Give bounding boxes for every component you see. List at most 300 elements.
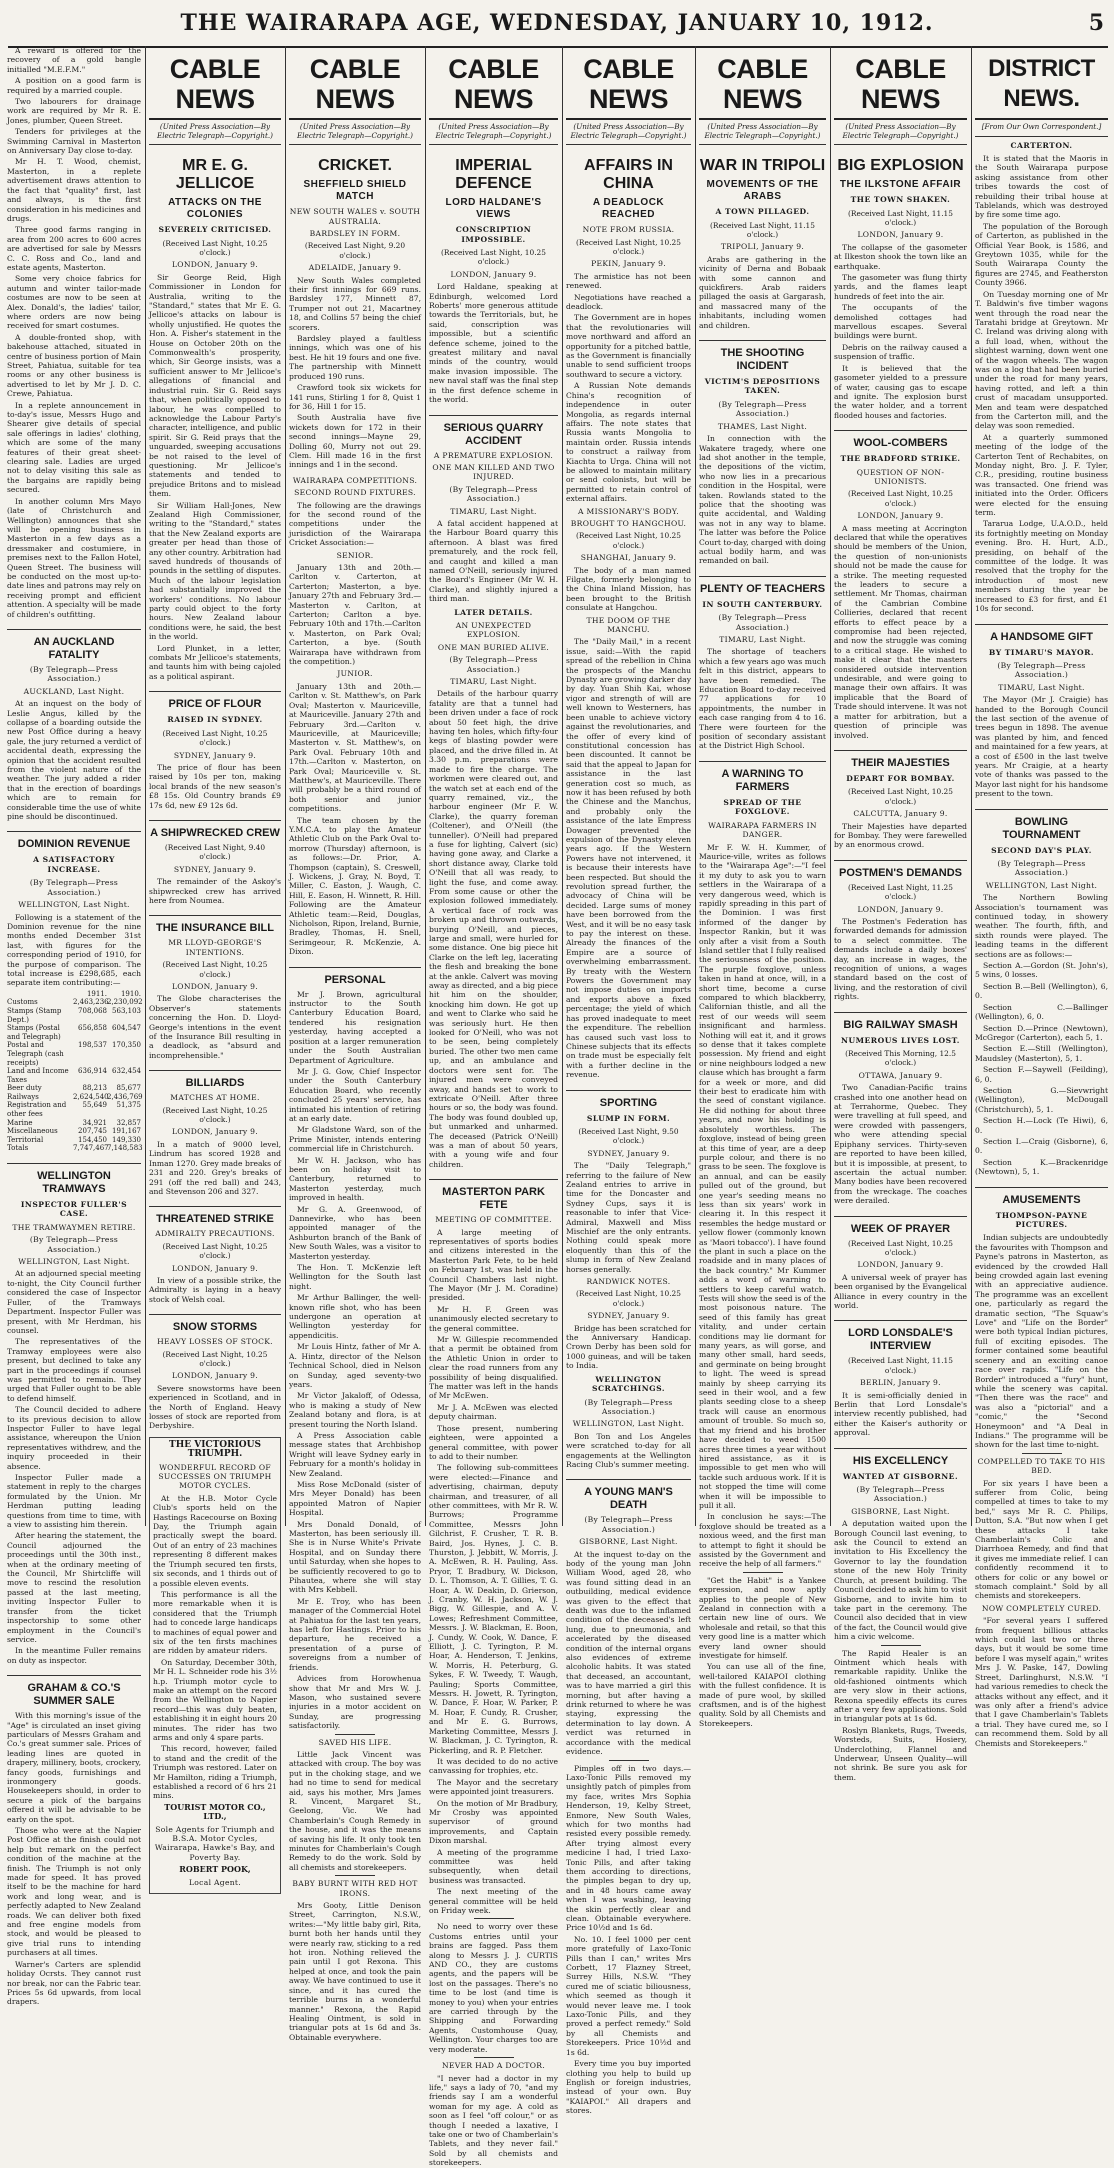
subheadline: MR LLOYD-GEORGE'S INTENTIONS. (168, 938, 262, 957)
table-cell-value: 55,649 (82, 1101, 107, 1110)
dateline: ADELAIDE, January 9. (308, 263, 402, 273)
article-body: A universal week of prayer has been organised by the Evangelical Alliance in every country in the world. (834, 1272, 967, 1310)
article-body: The Postmen's Federation has forwarded demands for admission to a select committee. The demands include a daily boxes' day, an increase in wages, the recognition of unions, a wages standard based on the cost of living, and the restoration of civil rights. (834, 916, 967, 1002)
advertisement-text: No need to worry over these Customs entries until your brains are fagged. Pass them along to Messrs J. J. CURTIS AND CO., they are customs agents, and the papers will be lost on the passages. There's no time to be lost (and time is money to you) when your entries are carried through by the Shipping and Forwarding Agents, Customhouse Quay, Wellington. Your charges too are very moderate. (429, 1922, 558, 2054)
subheadline: ONE MAN BURIED ALIVE. (437, 642, 550, 652)
table-cell-label: Land and Income Taxes (7, 1067, 69, 1084)
article-body: January 13th and 20th.—Carlton v. Carterton, at Carterton; Masterton, a bye. January 27th and February 3rd.—Masterton v. Carlton, at Carterton; Carlton a bye. February 10th and 17th.—Carlton v. Masterton, on Park Oval; Carterton, a bye. (South Wairarapa have withdrawn from the competition.) (289, 563, 421, 667)
article-body: In view of a possible strike, the Admiralty is laying in a heavy stock of Welsh coal. (149, 1275, 281, 1304)
cable-news-header: CABLE NEWS (699, 46, 826, 120)
divider (743, 1572, 783, 1573)
headline-affairs-in-china: AFFAIRS IN CHINA (584, 157, 673, 193)
article-body: After hearing the statement, the Council adjourned the proceedings until the 30th inst., when at the ordinary meeting of the Council, Mr Shirtcliffe will move to rescind the resolution passed at the last meeting, inviting Inspector Fuller to transfer from the ticket inspectorship to some other employment in the Council's service. (7, 1531, 141, 1644)
subheadline: NOTE FROM RUSSIA. (582, 225, 675, 235)
table-row (7, 1007, 141, 1024)
article-body: A fatal accident happened at the Harbour Board quarry this afternoon. A blast was fired prematurely, and the rock fell, and caught and killed a man named O'Neill, seriously injured the Board's Engineer (Mr W. H. Clarke), and slightly injured a third man. (429, 518, 558, 604)
table-cell-value: 207,745 (78, 1127, 107, 1136)
subheadline: A DEADLOCK REACHED (592, 197, 665, 221)
subheadline: AN UNEXPECTED EXPLOSION. (455, 621, 532, 640)
table-row (7, 1024, 141, 1041)
dateline: SYDNEY, January 9. (173, 864, 257, 874)
table-cell-label: Stamps (Stamp Dept.) (7, 1006, 62, 1024)
received-time: (Received Last Night, 11.25 o'clock.) (848, 882, 953, 902)
column-8 (971, 46, 1111, 1748)
dateline: THAMES, Last Night. (717, 421, 808, 431)
article-body: Mr J. Brown, agricultural instructor to the South Canterbury Education Board, tendered his resignation yesterday, having accepted a position at a larger remuneration under the South Australian Department of Agriculture. (289, 989, 421, 1065)
subheadline: SAVED HIS LIFE. (318, 1737, 392, 1747)
year-header: 1911. (86, 989, 107, 998)
article-body: Bardsley played a faultless innings, which was one of his best. He hit 19 fours and one five. The partnership with Minnett produced 190 runs. (289, 334, 421, 381)
table-row (7, 1067, 141, 1084)
article-body: The armistice has not been renewed. (566, 271, 691, 291)
column-6 (695, 46, 829, 1728)
table-cell-value: 656,858 (78, 1024, 107, 1033)
table-cell-label: Beer duty (7, 1084, 42, 1093)
article-body: Miss Rose McDonald (sister of Mrs Meyer Donald) has been appointed Matron of Napier Hospital. (289, 1479, 421, 1518)
headline-price-of-flour: PRICE OF FLOUR (149, 691, 281, 711)
article-body: Indian subjects are undoubtedly the favourites with Thompson and Payne's patrons in Masterton, as evidenced by the crowded Hall being crowded again last evening with an appreciative audience. The programme was an excellent one, particularly as regard the dramatic section, "The Squaw's Love" and "Life on the Border" were both typical Indian pictures, full of exciting episodes. The former contained some beautiful scenery and an exciting canoe race over rapids. "Life on the Border" introduced a "fury" hunt, while the scenery was capital. "Then there was the race" and was also a "pictorial" and a "comic," the "Second Honeymoon" and "A Deal in Indians." The programme will be shown for the last time to-night. (975, 1233, 1108, 1450)
received-time: (Received Last Night, 10.25 o'clock.) (848, 489, 953, 508)
table-cell-value: 632,454 (112, 1067, 141, 1076)
table-row (7, 1119, 141, 1128)
divider (881, 1645, 921, 1646)
received-time: (Received Last Night, 10.25 o'clock.) (162, 728, 268, 748)
byline-telegraph: (By Telegraph—Press Association.) (856, 1485, 945, 1504)
brief-item: Three good farms ranging in area from 200 acres to 600 acres are advertised for sale by Messrs C. C. Ross and Co., land and estate agents, Masterton. (7, 225, 141, 272)
article-body: In a match of 9000 level, Lindrum has scored 1928 and Inman 1270. Grey made breaks of 231 and 220. Grey's breaks of 291 (off the red ball) and 243, and Stevenson 206 and 327. (149, 1139, 281, 1196)
table-cell-value: 51,375 (116, 1101, 141, 1110)
article-body: A Press Association cable message states that Archbishop Wright will leave Sydney early in February for a month's holiday in New Zealand. (289, 1430, 421, 1478)
received-time: (Received Last Night, 9.20 o'clock.) (304, 241, 406, 260)
dateline: LONDON, January 9. (857, 1260, 944, 1270)
headline-personal: PERSONAL (289, 967, 421, 987)
article-body: The population of the Borough of Carterton, as published in the Official Year Book, is 1586, and Greytown 1035, while for the South Wairarapa County the figures are 2745, and Featherston County 3966. (975, 221, 1108, 288)
subheadline: DEPART FOR BOMBAY. (846, 773, 955, 783)
table-cell-label: Stamps (Postal and Telegraph) (7, 1024, 61, 1041)
received-time: (Received Last Night, 10.25 o'clock.) (162, 1105, 268, 1125)
article-body: The team chosen by the Y.M.C.A. to play the Amateur Athletic Club on the Park Oval to-morrow (Thursday) afternoon, is as follows:—Dr. Prior, A. Thompson (captain), S. Creswell, J. Wickens, J. Gray, N. Boyd, T. Miller, C. Easton, J. Waugh, C. Hill, E. Eason, H. Winnett, R. Hill. Following are the Amateur Athletic team:—Reid, Douglas, Nicholson, Ripon, Ireland, Burnie, Bradley, Thomas, H. Snell, Serimgeour, R. McKenzie, A. Dixon. (289, 815, 421, 957)
revenue-table (7, 990, 141, 1153)
brief-item: A position on a good farm is required by a married couple. (7, 76, 141, 95)
press-credit: (United Press Association—By Electric Telegraph—Copyright.) (289, 123, 421, 145)
article-body: In conclusion he says:—The foxglove should be treated as a noxious weed, and the first man to attempt to fight it should be assisted by the Government and receive the help of all farmers." (699, 1512, 826, 1569)
correspondent-credit: [From Our Own Correspondent.] (975, 123, 1108, 137)
subheadline: IN SOUTH CANTERBURY. (702, 599, 823, 609)
table-row (7, 1041, 141, 1067)
headline-railway-smash: BIG RAILWAY SMASH (834, 1012, 967, 1032)
received-time: (Received Last Night, 11.15 o'clock.) (848, 1356, 953, 1375)
cable-news-header: CABLE NEWS (429, 46, 558, 120)
article-body: Mr E. Troy, who has been manager of the Commercial Hotel at Pahiatua for the last ten years, has left for Hastings. Prior to his departure, he received a presentation of a purse of sovereigns from a number of friends. (289, 1596, 421, 1672)
article-body: Inspector Fuller made a statement in reply to the charges formulated by the Union. Mr Herdman putting leading questions from time to time, with a view to assisting him therein. (7, 1473, 141, 1530)
byline-telegraph: (By Telegraph—Press Association.) (584, 1397, 673, 1416)
table-cell-value: 154,450 (78, 1135, 107, 1144)
article-body: A deputation waited upon the Borough Council last evening, to ask the Council to extend an invitation to His Excellency the Governor to lay the foundation stone of the new Holy Trinity Church, at present building. The Council decided to ask him to visit Gisborne, and to invite him to take part in the ceremony. The Council also decided that in view of the fact, the Council would give him a civic welcome. (834, 1519, 967, 1642)
dateline: LONDON, January 9. (857, 230, 944, 240)
subheadline: WANTED AT GISBORNE. (842, 1471, 959, 1481)
received-time: (Received This Morning, 12.5 o'clock.) (845, 1049, 956, 1068)
table-cell-value: 2,230,092 (107, 998, 143, 1007)
subheadline: THE TOWN SHAKEN. (850, 195, 951, 205)
table-row (7, 1136, 141, 1145)
headline-warning-to-farmers: A WARNING TO FARMERS (699, 761, 826, 794)
dateline: WELLINGTON, Last Night. (985, 880, 1098, 890)
dateline: LONDON, January 9. (450, 269, 537, 279)
subheadline: QUESTION OF NON-UNIONISTS. (856, 467, 945, 486)
dateline: LONDON, January 9. (171, 260, 259, 270)
brief-item: A reward is offered for the recovery of a gold bangle initialled "M.E.F.M." (7, 46, 141, 74)
table-cell-label: Postal and Telegraph (cash receipts) (7, 1041, 64, 1067)
advertisement-text: You can use all of the fine, well-tailored KAIAPOI clothing with the fullest confidence. It is made of pure wool, by skilled craftsmen, and is of the highest quality. Sold by all Chemists and Storekeepers. (699, 1662, 826, 1728)
table-cell-label: Railways (7, 1092, 39, 1101)
press-credit: (United Press Association—By Electric Telegraph—Copyright.) (429, 123, 558, 145)
article-body: The occupants of the demolished cottages had marvellous escapes. Several buildings were burnt. (834, 303, 967, 341)
subheadline: MOVEMENTS OF THE ARABS (706, 179, 819, 203)
table-cell-value: 88,213 (82, 1084, 107, 1093)
dateline: TIMARU, Last Night. (450, 506, 537, 516)
column-1 (4, 46, 144, 2007)
article-body: It is believed that the gasometer yielded to a pressure of water, causing gas to escape and ignite. The explosion burst the water holder, and a torrent flooded houses and factories. (834, 363, 967, 420)
received-time: (Received Last Night, 10.25 o'clock.) (162, 1349, 268, 1368)
article-body: Mr Arthur Ballinger, the well-known rifle shot, who has been undergone an operation at Wellington yesterday for appendicitis. (289, 1293, 421, 1340)
subheadline: BY TIMARU'S MAYOR. (988, 647, 1095, 657)
cable-news-header: CABLE NEWS (566, 46, 691, 120)
headline-shipwrecked-crew: A SHIPWRECKED CREW (149, 820, 281, 840)
headline-wool-combers: WOOL-COMBERS (834, 430, 967, 450)
dateline: GISBORNE, Last Night. (851, 1506, 950, 1516)
received-time: (Received Last Night, 9.50 o'clock.) (578, 1126, 679, 1146)
divider (335, 1734, 375, 1735)
brief-item: Mr H. T. Wood, chemist, Masterton, in a replete advertisement draws attention to the fact that "quality" first, last and always, is the first consideration in his medicines and drugs. (7, 157, 141, 223)
advertisement-text: Roslyn Blankets, Rugs, Tweeds, Worsteds, Suits, Hosiery, Underclothing, Flannel and Underwear, Unseen Quality—will not shrink. Be sure you ask for them. (834, 1725, 967, 1782)
article-body: Mr Louis Hintz, father of Mr A. A. Hintz, director of the Nelson Technical School, died in Nelson on Sunday, aged seventy-two years. (289, 1342, 421, 1389)
list-item: Section F.—Saywell (Feilding), 6, 0. (975, 1065, 1108, 1084)
subheadline: RAISED IN SYDNEY. (167, 715, 263, 725)
article-body: The next meeting of the general committee will be held on Friday week. (429, 1887, 558, 1915)
article-body: Lord Plunket, in a letter, combats Mr Jellicoe's statements, and taunts him with being cajoled as a political aspirant. (149, 643, 281, 681)
subheadline: ATTACKS ON THE COLONIES (168, 197, 262, 221)
table-cell-label: Totals (7, 1144, 29, 1153)
headline-their-majesties: THEIR MAJESTIES (834, 750, 967, 770)
article-body: Those present, numbering eighteen, were appointed a general committee, with power to add to their number. (429, 1423, 558, 1461)
column-3 (285, 46, 424, 2042)
received-time: (Received Last Night, 11.15 o'clock.) (848, 208, 953, 227)
list-item: Section D.—Prince (Newtown), McGregor (Carterton), each 5, 1. (975, 1023, 1108, 1042)
byline-telegraph: (By Telegraph—Press Association.) (449, 484, 538, 504)
received-time: (Received Last Night, 10.25 o'clock.) (162, 1241, 268, 1261)
headline-park-fete: MASTERTON PARK FETE (429, 1179, 558, 1212)
brief-item: Some very choice fabrics for autumn and winter tailor-made costumes are now to be seen at Alex. Donald's, the ladies' tailor, where orders are now being received for smart costumes. (7, 274, 141, 331)
table-cell-label: Miscellaneous (7, 1127, 58, 1136)
dateline: LONDON, January 9. (171, 1127, 259, 1137)
cable-news-header: CABLE NEWS (834, 46, 967, 120)
article-body: A mass meeting at Accrington declared that while the operatives should be members of the Union, the question of non-unionists should not be made the cause for a strike. The meeting requested the leaders to secure a settlement. Mr Thomas, chairman of the Cambrian Combine Collieries, declared that recent efforts to effect peace by a compromise had been rejected, and now the struggle was coming to a critical stage. He wished to make it clear that the masters considered outside intervention undesirable, and were going to manage their own affairs. It was implicable that the Board of Trade should intervene. It was not a matter for arbitration, but a question of principle was involved. (834, 523, 967, 740)
article-body: At the inquest to-day on the body of the young man John William Wood, aged 28, who was found sitting dead in an outbuilding, medical evidence was given to the effect that death was due to the inflamed condition of the deceased's left lung, due to pneumonia, and accelerated by the diseased condition of the internal organs also evidences of extreme alcoholic habits. It was stated that deceased, an accountant, was to have married a girl this morning, but after having a drink returned to where he was staying, expressing the determination to lay down. A verdict was returned in accordance with the medical evidence. (566, 1549, 691, 1757)
column-7 (830, 46, 970, 1782)
subheadline: SPREAD OF THE FOXGLOVE. (723, 797, 802, 817)
press-credit: (United Press Association—By Electric Telegraph—Copyright.) (834, 123, 967, 145)
article-body: Crawford took six wickets for 141 runs, Stirling 1 for 8, Quist 1 for 36, Hill 1 for 15. (289, 383, 421, 411)
divider (1022, 1453, 1062, 1454)
table-row (7, 998, 141, 1007)
divider (474, 1918, 514, 1919)
article-body: Mrs Donald Donald, of Masterton, has been seriously ill. She is in Nurse White's Private Hospital, and on Sunday there until Saturday, when she hopes to be sufficiently recovered to go to Pihautea, where she will stay with Mrs Kebbell. (289, 1519, 421, 1595)
subheadline: SECOND ROUND FIXTURES. (294, 488, 416, 498)
article-body: The Northern Bowling Association's tournament was continued today, in showery weather. The fourth, fifth, and sixth rounds were played. The leading teams in the different sections are as follows:— (975, 893, 1108, 959)
subheadline: INSPECTOR FULLER'S CASE. (20, 1200, 128, 1219)
subheadline: CARTERTON. (1010, 140, 1073, 150)
headline-lonsdale-interview: LORD LONSDALE'S INTERVIEW (834, 1320, 967, 1353)
press-credit: (United Press Association—By Electric Telegraph—Copyright.) (699, 123, 826, 145)
year-header: 1910. (120, 989, 141, 998)
brief-item: Two labourers for drainage work are required by Mr R. E. Jones, plumber, Queen Street. (7, 97, 141, 125)
article-body: It is semi-officially denied in Berlin that Lord Lonsdale's interview recently published, had either the Kaiser's authority or approval. (834, 1390, 967, 1438)
dateline: LONDON, January 9. (857, 904, 944, 914)
headline-week-of-prayer: WEEK OF PRAYER (834, 1216, 967, 1236)
article-body: The remainder of the Askoy's shipwrecked crew has arrived here from Noumea. (149, 877, 281, 905)
article-body: The following sub-committees were elected:—Finance and advertising, chairman, deputy chairman, and treasurer, of all other committees, with Mr R. W. Burrows; Programme Committee, Messrs John Gilchrist, F. Crusher, T. R. B. Baird, Jos. Hynes, J. C. B. Thurston, J. Jebbitt, W. Morris, J. A. McEwen, R. H. Pauling, Ass. Pryor, T. Bradbury, W. Dickson, D. L. Thomson, A. T. Gillies, T. G. Hoar, A. W. Deakin, D. Grierson, J. Cranby, W. H. Jackson, W. J. Bigg, W. Gillespie, and A. V. Lowes; Refreshment Committee, Messrs. J. W. Blackman, E. Boon, J. Cundy, W. Cook, W. Dance, F. Elliott, J. C. Tyrington, P. M. Hoar, A. Henderson, T. Jenkins, W. Morris, H. Peterburg, G. Sykes, F. W. Tweedy, T. Waugh, Pauling; Sports Committee, Messrs. H. Jowett, R. Tyrington, W. Dance, F. Hoar, W. Parker, P. M. Hoar, F. Cundy, R. Crusher, and Mr E. G. Burrows, Marketing Committee, Messrs J. W. Blackman, J. C. Tyrington, R. Pickerling, and R. P. Fletcher. (429, 1463, 558, 1755)
subheadline: WAIRARAPA COMPETITIONS. (292, 475, 418, 485)
subheadline: A SATISFACTORY INCREASE. (33, 855, 115, 874)
headline-postmens-demands: POSTMEN'S DEMANDS (834, 860, 967, 880)
received-time: (Received Last Night, 10.25 o'clock.) (576, 1289, 681, 1308)
article-body: The Mayor and the secretary were appointed joint treasurers. (429, 1777, 558, 1797)
headline-imperial-defence: IMPERIAL DEFENCE (455, 157, 532, 193)
article-body: "I never had a doctor in my life," says a lady of 70, "and my friends say I am a wonderful woman for my age. A cold as soon as I feel "off colour," or as though I needed a laxative, I take one or two of Chamberlain's Tablets, and they never fail." Sold by all chemists and storekeepers. (429, 2073, 558, 2168)
dateline: TRIPOLI, January 9. (720, 242, 805, 252)
received-time: (Received Last Night, 10.25 o'clock.) (848, 1238, 953, 1257)
list-item: Section K.—Brackenridge (Newtown), 5, 1. (975, 1157, 1108, 1177)
press-credit: (United Press Association—By Electric Telegraph—Copyright.) (566, 123, 691, 145)
headline-wellington-tramways: WELLINGTON TRAMWAYS (7, 1163, 141, 1196)
article-body: Bridge has been scratched for the Anniversary Handicap. Crown Derby has been sold for 1000 guineas, and will be taken to India. (566, 1323, 691, 1371)
subheadline: BABY BURNT WITH RED HOT IRONS. (292, 1879, 418, 1898)
list-item: Section E.—Still (Wellington), Maudsley (Masterton), 5, 1. (975, 1044, 1108, 1063)
subheadline: A TOWN PILLAGED. (715, 207, 810, 217)
table-cell-value: 191,167 (112, 1127, 141, 1136)
subheadline: LORD HALDANE'S VIEWS (445, 197, 542, 221)
masthead-title: THE WAIRARAPA AGE, WEDNESDAY, JANUARY 10, 1912. (180, 10, 934, 36)
byline-telegraph: (By Telegraph—Press Association.) (584, 1515, 673, 1534)
article-body: Tararua Lodge, U.A.O.D., held its fortnightly meeting on Monday evening. Bro. H. Hurt, A.D., presiding, on behalf of the committee of the lodge. It was resolved that the trophy for the introduction of most new members during the year be increased to £3 for first, and £1 10s for second. (975, 519, 1108, 614)
subheadline: NEVER HAD A DOCTOR. (441, 2061, 546, 2071)
article-body: The Council decided to adhere to its previous decision to allow Inspector Fuller to have legal assistance, whereupon the Union representatives withdrew, and the inquiry proceeded in their absence. (7, 1405, 141, 1471)
subheadline: HEAVY LOSSES OF STOCK. (157, 1337, 273, 1347)
table-cell-value: 7,747,467 (73, 1144, 109, 1153)
article-body: Two Canadian-Pacific trains crashed into one another head on at Terrahorme, Quebec. They were travelling at full speed, and were crowded with passengers, who were attending special Epiphany services. Thirty-seven are reported to have been killed, but it is impossible, at present, to ascertain the actual number. Many bodies have been recovered from the wreckage. The coaches were derailed. (834, 1083, 967, 1206)
article-body: Sir George Reid, High Commissioner in London for Australia, writing to the "Standard," states that Mr E. G. Jellicoe's attacks on labour is wholly unjustified. He quotes the Hon. A. Fisher's statement in the House on October 20th on the Commonwealth's prosperity, which, Sir George insists, was a sufficient answer to Mr Jellicoe's allegations of financial and industrial ruin. Sir G. Reid says that, when politically opposed to labour, he was compelled to acknowledge the Labour Party's character, intelligence, and public spirit. Sir G. Reid prays that the unguarded, sweeping accusations be not raised to the level of questioning. Mr Jellicoe's statements and tended to prejudice Britons and to mislead them. (149, 272, 281, 499)
article-body: A Russian Note demands China's recognition of independence in outer Mongolia, as regards internal affairs. The note states that Russia wants Mongolia to maintain order. Russia intends to construct a railway from Kiachta to Urga. China will not be allowed to maintain military or send colonists, but will be permitted to retain control of external affairs. (566, 381, 691, 504)
list-item: Section C.—Ballinger (Wellington), 6, 0. (975, 1002, 1108, 1022)
dateline: SYDNEY, January 9. (587, 1148, 670, 1158)
article-body: Mr W. H. Jackson, who has been on holiday visit to Canterbury, returned to Masterton yesterday, much improved in health. (289, 1155, 421, 1203)
headline-auckland-fatality: AN AUCKLAND FATALITY (7, 629, 141, 662)
ad-company: TOURIST MOTOR CO., LTD., (164, 1801, 266, 1822)
article-body: A meeting of the programme committee was held subsequently, when detail business was transacted. (429, 1847, 558, 1885)
article-body: On Tuesday morning one of Mr T. Baldwin's five timber wagons went through the road near the Taratahi bridge at Greytown. Mr C. Ireland was driving along with a full load, when, without the slightest warning, down went one of the wagon wheels. The wagon was on a log that had been buried under the road for many years, having rotted, and left a thin crust of macadam unsupported. Men and team were despatched from the Carterton mill, and the delay was soon remedied. (975, 289, 1108, 431)
article-body: The following are the drawings for the second round of the competitions under the jurisdiction of the Wairarapa Cricket Association:— (289, 500, 421, 548)
headline-threatened-strike: THREATENED STRIKE (149, 1206, 281, 1226)
table-cell-value: 2,624,540 (73, 1092, 109, 1101)
article-body: Mr H. F. Green was unanimously elected secretary to the general committee. (429, 1304, 558, 1333)
dateline: AUCKLAND, Last Night. (23, 686, 125, 696)
list-item: Section H.—Lock (Te Hiwi), 6, 0. (975, 1116, 1108, 1135)
subheadline: SENIOR. (336, 550, 374, 560)
advertisement-text: For six years I have been a sufferer from Colic, being compelled at times to take to my bed," says Mr R. C. Philips, Dutton, S.A. "But now when I get these attacks I take Chamberlain's Colic and Diarrhoea Remedy, and find that it gives me immediate relief. I can confidently recommend it to others for colic or any bowel or stomach complaint." Sold by all chemists and storekeepers. (975, 1478, 1108, 1601)
advertisement-triumph (149, 1437, 281, 1894)
subheadline: SEVERELY CRITICISED. (158, 225, 272, 235)
dateline: WELLINGTON, Last Night. (18, 900, 130, 910)
headline-jellicoe: MR E. G. JELLICOE (175, 157, 255, 193)
article-body: The Hon. T. McKenzie left Wellington for the South last night. (289, 1263, 421, 1291)
column-4 (425, 46, 561, 2168)
article-body: It was decided to do no active canvassing for trophies, etc. (429, 1756, 558, 1776)
headline-amusements: AMUSEMENTS (975, 1187, 1108, 1207)
article-body: January 13th and 20th.—Carlton v. St. Matthew's, on Park Oval; Masterton v. Mauriceville, at Mauriceville. January 27th and February 3rd.—Carlton v. Mauriceville, at Mauriceville; Masterton v. St. Matthew's, on Park Oval. February 10th and 17th.—Carlton v. Masterton, on Park Oval; Mauriceville v. St. Matthew's, at Mauriceville. There will probably be a third round of both senior and junior competitions. (289, 681, 421, 814)
article-body: New South Wales completed their first innings for 669 runs. Bardsley 177, Minnett 87, Trumper not out 21, Macartney 18, and Collins 57 being the chief scorers. (289, 275, 421, 332)
subheadline: VICTIM'S DEPOSITIONS TAKEN. (704, 377, 821, 396)
subheadline: NEW SOUTH WALES v. SOUTH AUSTRALIA. (289, 207, 421, 226)
ad-signature: ROBERT POOK, (179, 1864, 251, 1875)
subheadline: THE ILKSTONE AFFAIR (839, 179, 962, 191)
list-item: Section A.—Gordon (St. John's), 5 wins, 0 losses. (975, 961, 1108, 980)
table-cell-value: 563,103 (112, 1006, 141, 1015)
byline-telegraph: (By Telegraph—Press Association.) (997, 660, 1086, 680)
article-body: Sir William Hall-Jones, New Zealand High Commissioner, writing to the "Standard," states that the New Zealand exports are greater per head than those of any other country. Arbitration had saved hundreds of thousands of pounds in the settling of disputes. Much of the labour legislation had substantially improved the workers' conditions. No labour party could object to the forty hours. New Zealand labour conditions were, he said, the best in the world. (149, 500, 281, 642)
ad-body: This performance is all the more remarkable when it is considered that the Triumph had to concede large handicaps to machines of equal power and six of the ten firsts machines are ridden by amateur riders. (153, 1589, 277, 1656)
column-5 (562, 46, 694, 2116)
article-body: Little Jack Vincent was attacked with croup. The boy was put in the choking stage, and we had no time to send for medical aid, says his mother, Mrs James R. Vincent, Margaret St., Geelong, Vic. We had Chamberlain's Cough Remedy in the house, and it was the means of saving his life. It only took ten minutes for Chamberlain's Cough Remedy to do the work. Sold by all chemists and storekeepers. (289, 1749, 421, 1872)
table-cell-value: 149,330 (112, 1135, 141, 1144)
divider (609, 1760, 649, 1761)
article-body: Mr G. A. Greenwood, of Dannevirke, who has been appointed manager of the Ashburton branch of the Bank of New South Wales, was a visitor to Masterton yesterday. (289, 1204, 421, 1261)
district-news-header: DISTRICT NEWS. (975, 46, 1108, 120)
subheadline: WELLINGTON SCRATCHINGS. (591, 1374, 666, 1394)
article-body: The gasometer was flung thirty yards, and the flames leapt hundreds of feet into the air. (834, 273, 967, 301)
article-body: At an inquest on the body of Leslie Angus, killed by the collapse of a boarding outside the new Post Office during a heavy gale, the jury returned a verdict of accidental death, expressing the opinion that the accident resulted from the violent nature of the weather. The jury added a rider that in the erection of boardings which are to remain for considerable time the use of white pine should be discontinued. (7, 699, 141, 822)
brief-item: In another column Mrs Mayo (late of Christchurch and Wellington) announces that she will be opening business in Masterton in a few days as a dressmaker and costumiere, in premises next to the Fallon Hotel, Queen Street. The business will be conducted on the most up-to-date lines and patrons may rely on receiving prompt and efficient attention. A specialty will be made of children's outfitting. (7, 496, 141, 619)
dateline: SYDNEY, January 9. (173, 750, 257, 760)
headline-cricket: CRICKET. (318, 157, 392, 175)
article-body: In the meantime Fuller remains on duty as inspector. (7, 1646, 141, 1665)
article-body: Mr F. W. H. Kummer, of Maurice-ville, writes as follows to the "Wairarapa Age":—"I feel it my duty to ask you to warn settlers in the Wairarapa of a very dangerous weed, which is rapidly spreading in this part of the Dominion. I was first informed of the danger by Inspector Rankin, but it was only after a visit from a South Island settler that I fully realised the seriousness of the position. The purple foxglove, unless taken in hand at once, will, in a short time, become a curse compared to which blackberry, Californian thistle, and all the rest of our weeds will seem insignificant and harmless. Nothing will eat it, and it grows so dense that it takes complete possession. My friend and eight or nine neighbours lodged a new clause which has brought a farm for a week or more, and did their best to eradicate him with the seed of constant vigilance. He did nothing for about three years, and now his holding is absolutely worthless. The foxglove, instead of being green at this time of year, are a deep purple colour, and there is no grass to be seen. The foxglove is an annual, and can be easily pulled out of the ground, but one year's seeding means no less than six years' work in clearing it. In this respect it resembles the hedge mustard or yellow flower (commonly known as 'Maori tobacco'). I have found the plant in such a place on the roadside and in many places of the back country." Mr Kummer adds a word of warning to settlers to keep careful watch. Tests will show the seed is of the most poisonous nature. The seed of this family has great vitality, and under certain conditions may lie dormant for many years, as will gorse, and many other small, hard seeds, and germinate on being brought to light. The weed is spread mainly by sheep carrying its seed in their wool, and a few plants seeding close to a sheep track will cause an enormous amount of trouble. So much so, that my friend and his brother have decided to weed 1500 acres three times a year without hired assistance, as it is impossible to get men who will tackle such arduous work. If it is not stopped the time will come when it will be impossible to pull it all. (699, 842, 826, 1510)
byline-telegraph: (By Telegraph—Press Association.) (718, 613, 807, 632)
subheadline: SHEFFIELD SHIELD MATCH (303, 179, 407, 203)
headline-insurance-bill: THE INSURANCE BILL (149, 915, 281, 935)
dateline: LONDON, January 9. (171, 1371, 259, 1381)
article-body: The Government are in hopes that the revolutionaries will move northward and afford an opportunity for a pitched battle, as the Government is financially unable to send sufficient troops southward to secure a victory. (566, 313, 691, 379)
article-body: Advices from Horowhenua show that Mr and Mrs W. J. Mason, who sustained severe injuries in a motor accident on Sunday, are progressing satisfactorily. (289, 1674, 421, 1731)
ad-title: THE VICTORIOUS TRIUMPH. (169, 1439, 261, 1460)
article-body: The body of a man named Filgate, formerly belonging to the China Inland Mission, has been brought to the British consulate at Hangchou. (566, 565, 691, 613)
byline-telegraph: (By Telegraph—Press Association.) (997, 859, 1086, 878)
byline-telegraph: (By Telegraph—Press Association.) (29, 664, 119, 684)
column-2 (145, 46, 284, 1887)
subheadline: A PREMATURE EXPLOSION. (433, 450, 554, 460)
article-body: Mr J. G. Gow, Chief Inspector under the South Canterbury Education Board, who recently concluded 25 years' service, has intimated his intention of retiring at an early date. (289, 1066, 421, 1123)
article-body: The shortage of teachers which a few years ago was much felt in this district, appears to have been remedied. The Education Board to-day received 77 applications for 10 appointments, the number in each case ranging from 4 to 16. There were fourteen for the position of secondary assistant at the District High School. (699, 647, 826, 751)
article-body: The price of flour has been raised by 10s per ton, making local brands of the new season's £8 15s. Old Country brands £9 17s 6d, new £9 12s 6d. (149, 762, 281, 810)
press-credit: (United Press Association—By Electric Telegraph—Copyright.) (149, 123, 281, 145)
subheadline: THE TRAMWAYMEN RETIRE. (12, 1222, 136, 1232)
dateline: TIMARU, Last Night. (450, 677, 537, 687)
byline-telegraph: (By Telegraph—Press Association.) (29, 1235, 119, 1254)
article-body: Bon Ton and Los Angeles were scratched to-day for all engagements at the Wellington Racing Club's summer meeting. (566, 1431, 691, 1469)
dateline: LONDON, January 9. (857, 511, 944, 521)
table-cell-value: 2,463,236 (73, 998, 109, 1007)
article-body: Their Majesties have departed for Bombay. They were farewelled by an enormous crowd. (834, 821, 967, 850)
dateline: WELLINGTON, Last Night. (572, 1419, 685, 1429)
table-row (7, 1084, 141, 1093)
article-body: A large meeting of representatives of sports bodies and citizens interested in the Masterton Park Fete, to be held on February 1st, was held in the Council Chambers last night. The Mayor (Mr J. M. Coradine) presided. (429, 1227, 558, 1303)
article-body: The Mayor (Mr J. Craigie) has handed to the Borough Council the last section of the avenue of trees begun in 1898. The avenue was planted by him, and fenced and maintained for a few years, at a cost of £500 in the last twelve years. Mr Craigie, at a hearty vote of thanks was passed to the Mayor last night for his handsome present to the town. (975, 695, 1108, 799)
article-body: Details of the harbour quarry fatality are that a tunnel had been driven under a face of rock about 50 feet high, the drive having ten holes, which fifty-four kegs of blasting powder were placed, and the drive filled in. At 3.30 p.m. preparations were made to fire the charge. The workmen were cleared out, and the watch set at each end of the quarry remained, viz., the harbour engineer (Mr F. W. Clarke), the quarry foreman (Coltener), and O'Neill (the tunneller). O'Neill had prepared a fuse for lighting, Calvert (sic) having gone away, and Clarke a short distance away, Clarke told O'Neill that all was ready, to light the fuse, and come away. From some cause or other the explosion followed immediately. A vertical face of rock was broken up and thrown outwards, burying O'Neill, and pieces, large and small, were hurled for some distance. One big piece hit Clarke on the left leg, lacerating the flesh and breaking the bone at the ankle. Calvert was moving away as directed, and a big piece hit him on the shoulder, knocking him down. He got up and went to Clarke who said he was seriously hurt. He then looked for O'Neill, who was not to be seen, being completely buried. The other two men came up, and an ambulance and doctors were sent for. The injured men were conveyed away, and hands set to work to extricate O'Neill. After three hours or so, the body was found. The body was found doubled up, but unmarked and unharmed. The deceased (Patrick O'Neill) was a man of about 50 years, with a young wife and four children. (429, 689, 558, 1169)
ad-body: On Saturday, December 30th, Mr H. L. Schneider rode his 3½ h.p. Triumph motor cycle to make an attempt on the record from the Wellington to Napier record—this was duly beaten, establishing it in eight hours 20 minutes. The rider has two arms and only 4 spare parts. (153, 1657, 277, 1742)
list-item: Section G.—Sievwright (Wellington), McDougall (Christchurch), 5, 1. (975, 1085, 1108, 1114)
list-item: Section B.—Bell (Wellington), 6, 0. (975, 981, 1108, 1001)
advertisement-text: Every time you buy imported clothing you help to build up English or foreign industries, instead of your own. Buy "KAIAPOI." All drapers and stores. (566, 2059, 691, 2116)
subheadline: BARDSLEY IN FORM. (309, 229, 401, 238)
headline-shooting-incident: THE SHOOTING INCIDENT (699, 340, 826, 373)
advertisement-text: The Rapid Healer is an Ointment which heals with remarkable rapidity. Unlike the old-fashioned ointments which are very slow in their actions, Rexona speedily effects its cures after a very few applications. Sold in triangular pots at 1s 6d. (834, 1648, 967, 1724)
article-body: South Australia have five wickets down for 172 in their second innings—Mayne 29, Dolling 60, Murry not out 29. Clem. Hill made 16 in the first innings and 1 in the second. (289, 413, 421, 470)
subheadline: MEETING OF COMMITTEE. (435, 1215, 552, 1225)
table-row (7, 1093, 141, 1102)
subheadline: JUNIOR. (337, 669, 373, 679)
ad-body: This record, however, failed to stand and the credit of the Triumph was restored. Later on Mr Hamilton, riding a Triumph, established a record of 6 hrs 21 mins. (153, 1744, 277, 1801)
table-cell-value: 198,537 (78, 1041, 107, 1050)
subheadline: COMPELLED TO TAKE TO HIS BED. (977, 1456, 1106, 1476)
brief-item: Tenders for privileges at the Swimming Carnival in Masterton on Anniversary Day close to-day. (7, 127, 141, 156)
dateline: OTTAWA, January 9. (858, 1070, 943, 1080)
article-body: Mr Gladstone Ward, son of the Prime Minister, intends entering commercial life in Christchurch. (289, 1125, 421, 1154)
ad-body: At the H.B. Motor Cycle Club's sports held on the Hastings Racecourse on Boxing Day, the Triumph again practically swept the board. Out of an entry of 23 machines representing 8 different makes the Triumph secured ten firsts, six seconds, and 1 thirds out of a possible eleven events. (153, 1493, 277, 1588)
article-body: At an adjourned special meeting to-night, the City Council further considered the case of Inspector Fuller, of the Tramways Department. Inspector Fuller was present, with Mr Herdman, his counsel. (7, 1269, 141, 1335)
received-time: (Received Last Night, 9.40 o'clock.) (164, 842, 266, 862)
dateline: PEKIN, January 9. (591, 259, 666, 269)
table-cell-value: 170,350 (112, 1041, 141, 1050)
article-body: With this morning's issue of the "Age" is circulated an inset giving particulars of Messrs Graham and Co.'s great summer sale. Prices of leading lines are quoted in drapery, millinery, boots, crockery, fancy goods, furnishings and ironmongery goods. Housekeepers should, in order to secure a pick of the bargains offered it will be advisable to be early on the spot. (7, 1711, 141, 1824)
table-row (7, 1127, 141, 1136)
cable-news-header: CABLE NEWS (289, 46, 421, 120)
ad-signature-role: Local Agent. (188, 1877, 242, 1887)
byline-telegraph: (By Telegraph—Press Association.) (718, 399, 807, 419)
headline-war-in-tripoli: WAR IN TRIPOLI (699, 157, 826, 175)
article-body: Arabs are gathering in the vicinity of Derna and Bobaak with some cannon and quickfirers. Arab raiders pillaged the oasis at Gargarash, and massacred many of the inhabitants, including women and children. (699, 254, 826, 330)
subheadline: ADMIRALTY PRECAUTIONS. (155, 1229, 275, 1239)
dateline: SHANGHAI, January 9. (580, 553, 677, 563)
subheadline: SECOND DAY'S PLAY. (991, 845, 1092, 855)
table-cell-label: Territorial (7, 1135, 44, 1144)
headline-handsome-gift: A HANDSOME GIFT (975, 624, 1108, 644)
headline-dominion-revenue: DOMINION REVENUE (7, 831, 141, 851)
article-body: Mr J. A. McEwen was elected deputy chairman. (429, 1402, 558, 1422)
table-cell-label: Registration and other fees (7, 1101, 67, 1119)
article-body: The collapse of the gasometer at Ilkeston shook the town like an earthquake. (834, 242, 967, 271)
table-cell-value: 604,547 (112, 1024, 141, 1033)
subheadline: WAIRARAPA FARMERS IN DANGER. (708, 820, 817, 840)
dateline: TIMARU, Last Night. (998, 682, 1085, 692)
dateline: BERLIN, January 9. (860, 1378, 941, 1388)
article-body: The "Daily Telegraph," referring to the failure of New Zealand entries to arrive in time for the Doncaster and Sydney Cups, says it is reasonable to infer that Vice-Admiral, Maxwell and Miss Mischief are the only entrants. Nothing could speak more eloquently than this of the slump in form of New Zealand horses generally. (566, 1161, 691, 1274)
table-cell-label: Customs (7, 998, 38, 1007)
article-body: Severe snowstorms have been experienced in Scotland, and in the North of England. Heavy losses of stock are reported from Derbyshire. (149, 1383, 281, 1431)
article-body: On the motion of Mr Bradbury, Mr Crosby was appointed supervisor of ground improvements, and Captain Dixon marshal. (429, 1798, 558, 1846)
table-cell-value: 7,148,583 (107, 1144, 143, 1153)
article-body: In connection with the Wakatere tragedy, where one lad shot another in the temple, the depositions of the victim, who now lies in a precarious condition in the Hospital, were taken. Rowlands stated to the police that the shooting was quite accidental, and Walding was not in any way to blame. The latter was before the Police Court to-day, charged with doing actual bodily harm, and was remanded on bail. (699, 434, 826, 566)
headline-bowling-tournament: BOWLING TOURNAMENT (975, 809, 1108, 842)
subheadline: BROUGHT TO HANGCHOU. (570, 518, 687, 528)
